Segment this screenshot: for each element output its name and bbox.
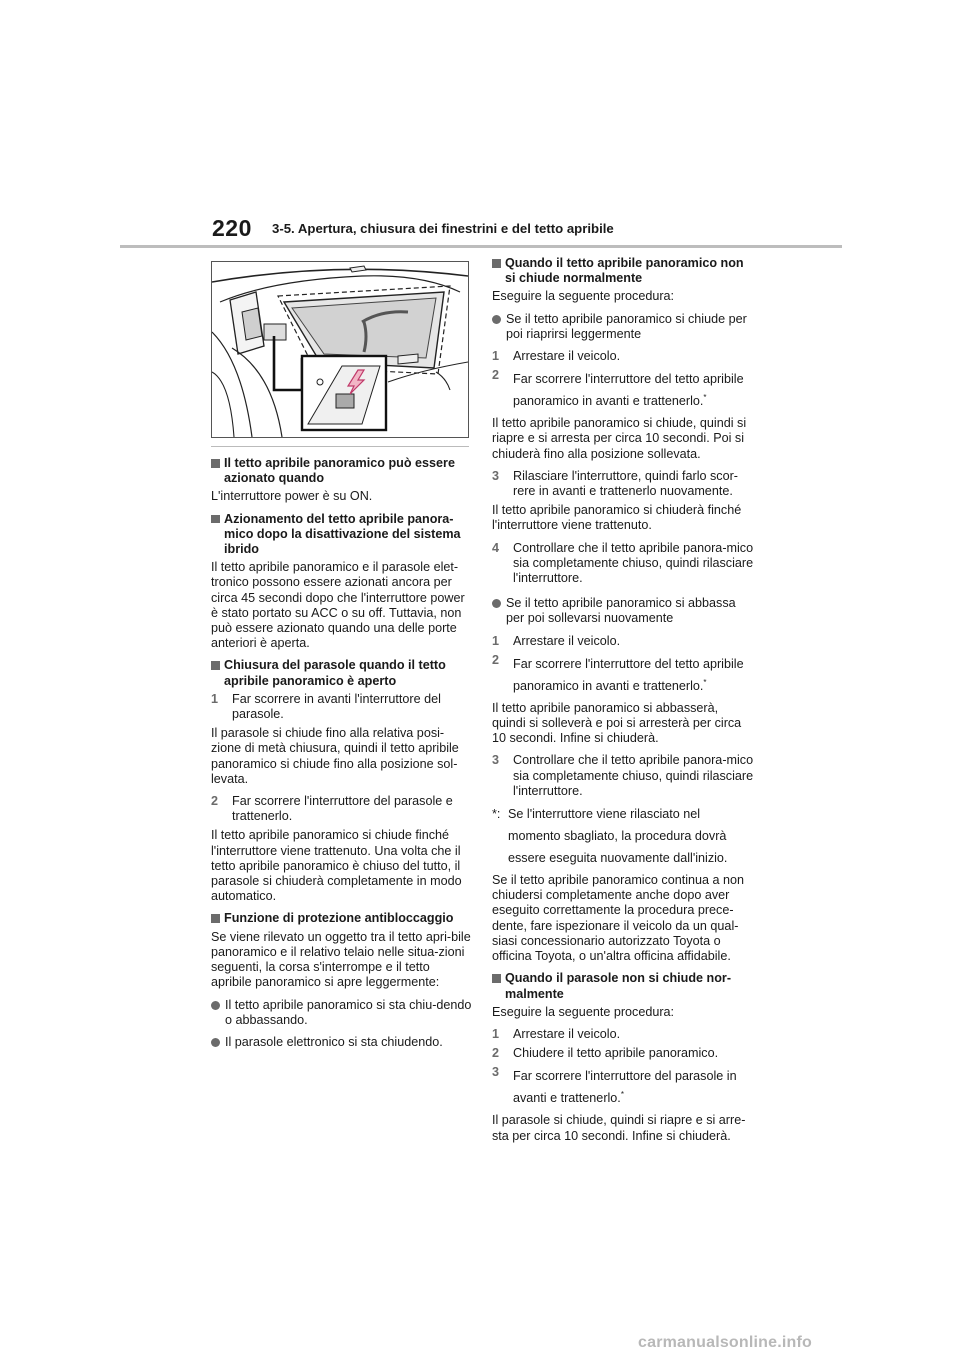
step-text: Far scorrere in avanti l'interruttore del parasole. <box>232 691 441 722</box>
paragraph: Il tetto apribile panoramico si chiuderà finché l'interruttore viene trattenuto. <box>492 503 742 533</box>
step-text: Far scorrere l'interruttore del tetto apribile panoramico in avanti e trattenerlo. <box>513 656 744 693</box>
paragraph: Il parasole si chiude, quindi si riapre e si arre-sta per circa 10 secondi. Infine si chiuderà. <box>492 1113 746 1143</box>
step-item <box>211 794 473 824</box>
step-text: Arrestare il veicolo. <box>513 1026 621 1041</box>
step-item <box>492 1065 754 1109</box>
section-heading: Quando il tetto apribile panoramico non si chiude normalmente <box>492 256 754 286</box>
step-text: Arrestare il veicolo. <box>513 349 621 364</box>
step-text: Arrestare il veicolo. <box>513 633 621 648</box>
step-text: Rilasciare l'interruttore, quindi farlo scor-rere in avanti e trattenerlo nuovamente. <box>513 468 738 499</box>
bullet-item <box>492 312 754 342</box>
step-text: Far scorrere l'interruttore del parasole in avanti e trattenerlo. <box>513 1069 737 1106</box>
step-number: 2 <box>492 368 500 383</box>
step-number: 1 <box>492 633 500 648</box>
step-text: Chiudere il tetto apribile panoramico. <box>513 1046 719 1061</box>
section-heading: Il tetto apribile panoramico può essere azionato quando <box>211 456 473 486</box>
step-item <box>492 753 754 799</box>
paragraph: Eseguire la seguente procedura: <box>492 289 675 304</box>
paragraph: Il tetto apribile panoramico si chiude finché l'interruttore viene trattenuto. Una volta che il tetto apribile panoramico è chiuso del tutto, il parasole si chiuderà completamente in modo automatico. <box>211 828 462 904</box>
step-number: 3 <box>492 468 500 483</box>
step-text: Far scorrere l'interruttore del parasole e trattenerlo. <box>232 794 453 824</box>
section-heading: Azionamento del tetto apribile panora-mico dopo la disattivazione del sistema ibrido <box>211 512 473 558</box>
paragraph: Il tetto apribile panoramico si abbasserà, quindi si solleverà e poi si arresterà per circa 10 secondi. Infine si chiuderà. <box>492 700 742 746</box>
section-heading: Chiusura del parasole quando il tetto apribile panoramico è aperto <box>211 658 473 688</box>
step-item <box>492 469 754 499</box>
step-item <box>492 1046 754 1061</box>
bullet-text: Se il tetto apribile panoramico si chiude per poi riaprirsi leggermente <box>506 311 747 341</box>
step-number: 2 <box>492 1046 500 1061</box>
bullet-text: Il parasole elettronico si sta chiudendo. <box>225 1034 443 1049</box>
step-item <box>492 349 754 364</box>
car-ceiling-drawing <box>212 262 468 437</box>
bullet-item <box>492 596 754 626</box>
paragraph: Se il tetto apribile panoramico continua a non chiudersi completamente anche dopo aver eseguito correttamente la procedura prece-dente, fare ispezionare il veicolo da un qual-siasi concessionario autorizzato Toyota o officina Toyota, o un'altra officina affidabile. <box>492 873 745 964</box>
paragraph: Il parasole si chiude fino alla relativa posi-zione di metà chiusura, quindi il tetto apribile panoramico si chiude fino alla posizione sol-levata. <box>211 726 459 786</box>
bullet-dot-icon <box>211 1001 220 1010</box>
header-divider <box>120 245 842 248</box>
bullet-text: Se il tetto apribile panoramico si abbassa per poi sollevarsi nuovamente <box>506 596 736 626</box>
paragraph: Il tetto apribile panoramico si chiude, quindi si riapre e si arresta per circa 10 secondi. Poi si chiuderà fino alla posizione sollevata. <box>492 416 747 461</box>
step-number: 1 <box>211 691 219 706</box>
bullet-item <box>211 998 473 1028</box>
bullet-dot-icon <box>492 599 501 608</box>
paragraph: Se viene rilevato un oggetto tra il tetto apri-bile panoramico e il relativo telaio nelle situa-zioni seguenti, la corsa s'interrompe e il tetto apribile panoramico si apre leggermente: <box>211 929 471 990</box>
paragraph: L'interruttore power è su ON. <box>211 489 373 504</box>
figure-divider <box>211 446 469 447</box>
step-number: 2 <box>492 652 500 667</box>
step-item <box>492 368 754 412</box>
step-number: 3 <box>492 1065 500 1080</box>
step-text: Controllare che il tetto apribile panora-mico sia completamente chiuso, quindi rilasciare l'interruttore. <box>513 540 754 586</box>
step-item <box>492 653 754 697</box>
step-text: Controllare che il tetto apribile panora-mico sia completamente chiuso, quindi rilasciare l'interruttore. <box>513 753 754 798</box>
footnote-star: * <box>703 677 707 687</box>
step-item <box>211 692 473 722</box>
step-number: 3 <box>492 753 500 768</box>
section-heading: Quando il parasole non si chiude nor-malmente <box>492 971 754 1001</box>
paragraph: Il tetto apribile panoramico e il parasole elet-tronico possono essere azionati ancora per circa 45 secondi dopo che l'interruttore power è stato portato su ACC o su off. Tuttavia, non può essere azionato quando una delle porte anteriori è aperta. <box>211 560 465 651</box>
step-item <box>492 541 754 587</box>
footnote-text: Se l'interruttore viene rilasciato nel momento sbagliato, la procedura dovrà essere eseguita nuovamente dall'inizio. <box>508 807 728 866</box>
bullet-text: Il tetto apribile panoramico si sta chiu-dendo o abbassando. <box>225 997 472 1027</box>
section-header-title: 3-5. Apertura, chiusura dei finestrini e del tetto apribile <box>272 221 614 236</box>
page-number: 220 <box>212 215 252 241</box>
section-heading: Funzione di protezione antibloccaggio <box>211 911 473 926</box>
step-text: Far scorrere l'interruttore del tetto apribile panoramico in avanti e trattenerlo. <box>513 372 744 409</box>
left-column <box>211 261 473 1057</box>
step-item <box>492 634 754 649</box>
footnote-star: * <box>620 1090 624 1100</box>
paragraph: Eseguire la seguente procedura: <box>492 1004 675 1019</box>
step-item <box>492 1027 754 1042</box>
site-watermark: carmanualsonline.info <box>638 1334 813 1351</box>
footnote-mark: *: <box>492 807 501 822</box>
bullet-dot-icon <box>492 315 501 324</box>
footnote-star: * <box>703 393 707 403</box>
footnote <box>492 803 754 869</box>
sunroof-switch-illustration <box>211 261 469 438</box>
step-number: 1 <box>492 349 500 364</box>
step-number: 1 <box>492 1026 500 1041</box>
step-number: 4 <box>492 540 500 555</box>
right-column <box>492 256 754 1151</box>
bullet-item <box>211 1035 473 1050</box>
step-number: 2 <box>211 794 219 809</box>
bullet-dot-icon <box>211 1038 220 1047</box>
